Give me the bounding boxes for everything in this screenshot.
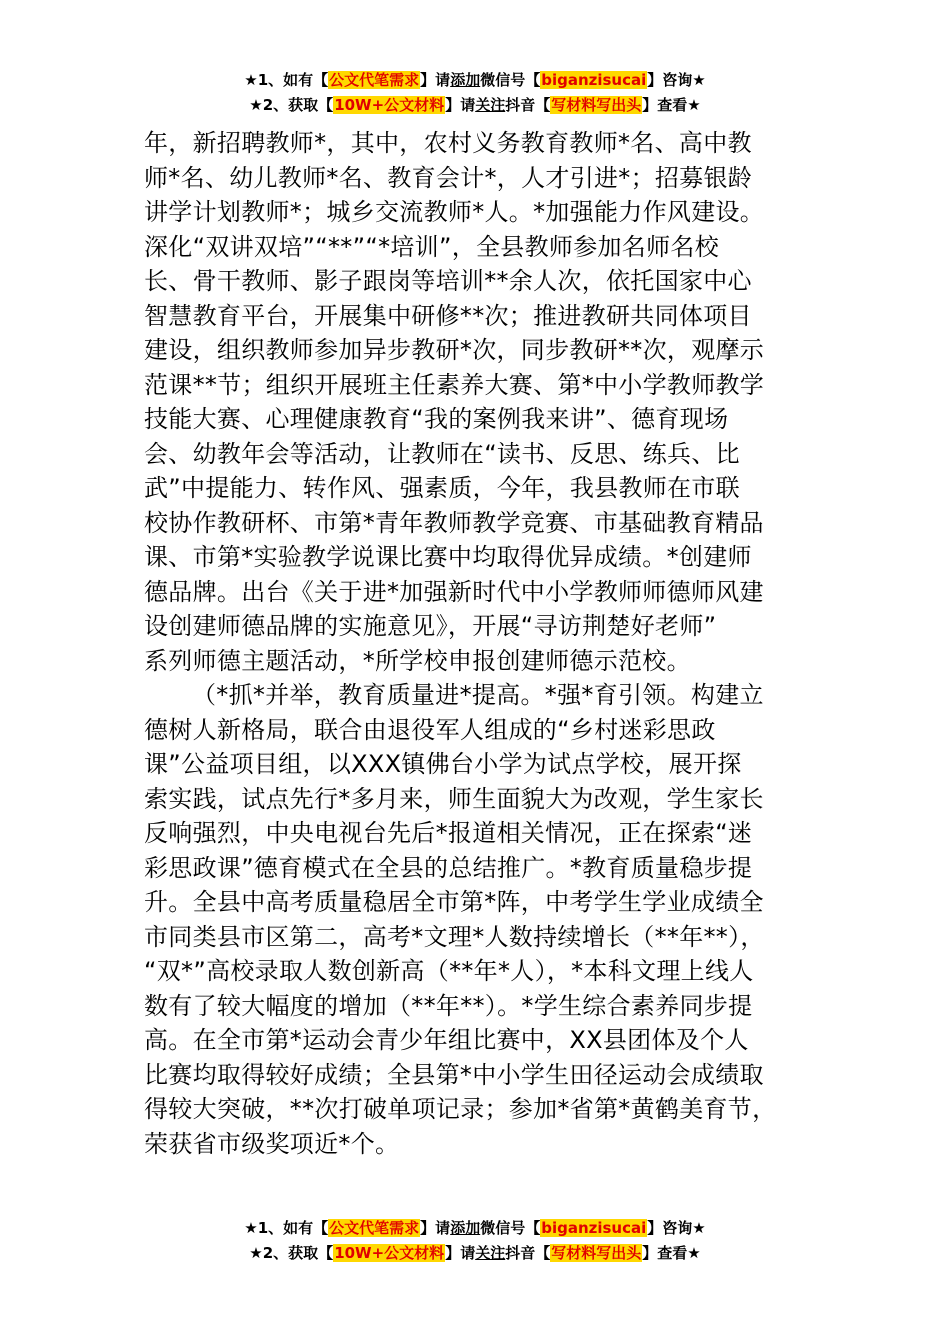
banner-text: ★1、如有【: [244, 1219, 329, 1237]
banner-highlight: 写材料写出头: [551, 96, 642, 114]
banner-text: 】请: [445, 96, 476, 114]
document-body: [144, 126, 834, 1161]
text-line: 会、幼教年会等活动，让教师在“读书、反思、练兵、比: [144, 439, 740, 468]
text-line: 反响强烈，中央电视台先后*报道相关情况，正在探索“迷: [144, 819, 753, 847]
banner-highlight: 公文代笔需求: [329, 71, 420, 89]
text-line: 升。全县中高考质量稳居全市第*阵，中考学生学业成绩全: [144, 888, 764, 916]
text-line: 课”公益项目组，以XXX镇佛台小学为试点学校，展开探: [144, 750, 742, 778]
banner-line-1: [0, 68, 950, 93]
text-line: 德品牌。出台《关于进*加强新时代中小学教师师德师风建: [144, 577, 764, 606]
text-line: 讲学计划教师*；城乡交流教师*人。*加强能力作风建设。: [144, 198, 765, 226]
banner-underlined: 关注: [475, 1244, 506, 1262]
text-line: 校协作教研杯、市第*青年教师教学竞赛、市基础教育精品: [144, 508, 764, 537]
text-line: 技能大赛、心理健康教育“我的案例我来讲”、德育现场: [144, 405, 729, 433]
banner-text: 抖音【: [505, 1244, 551, 1262]
header-banner: [0, 68, 950, 118]
banner-text: 】咨询★: [647, 1219, 706, 1237]
footer-banner: [0, 1216, 950, 1266]
banner-highlight: 10W+公文材料: [334, 1244, 445, 1262]
paragraph-2: [144, 678, 834, 1161]
banner-text: 】查看★: [642, 96, 701, 114]
text-line: 高。在全市第*运动会青少年组比赛中，XX县团体及个人: [144, 1026, 749, 1054]
banner-highlight: 10W+公文材料: [334, 96, 445, 114]
banner-text: 微信号【: [480, 71, 541, 89]
text-line: （*抓*并举，教育质量进*提高。*强*育引领。构建立: [192, 681, 764, 709]
banner-line-2: [0, 1241, 950, 1266]
text-line: 范课**节；组织开展班主任素养大赛、第*中小学教师教学: [144, 370, 765, 399]
banner-text: 抖音【: [505, 96, 551, 114]
banner-highlight: 公文代笔需求: [329, 1219, 420, 1237]
banner-highlight: biganzisucai: [541, 71, 647, 89]
banner-underlined: 添加: [450, 71, 481, 89]
text-line: 得较大突破，**次打破单项记录；参加*省第*黄鹤美育节，: [144, 1095, 777, 1123]
banner-highlight: 写材料写出头: [551, 1244, 642, 1262]
paragraph-1: [144, 126, 834, 678]
text-line: 荣获省市级奖项近*个。: [144, 1129, 400, 1158]
text-line: 索实践，试点先行*多月来，师生面貌大为改观，学生家长: [144, 784, 764, 813]
banner-underlined: 关注: [475, 96, 506, 114]
text-line: 德树人新格局，联合由退役军人组成的“乡村迷彩思政: [144, 715, 716, 744]
text-line: 课、市第*实验教学说课比赛中均取得优异成绩。*创建师: [144, 543, 752, 571]
text-line: “双*”高校录取人数创新高（**年*人），*本科文理上线人: [144, 957, 754, 985]
banner-text: 】查看★: [642, 1244, 701, 1262]
text-line: 比赛均取得较好成绩；全县第*中小学生田径运动会成绩取: [144, 1060, 764, 1089]
banner-text: 】请: [420, 71, 451, 89]
text-line: 系列师德主题活动，*所学校申报创建师德示范校。: [144, 646, 691, 675]
banner-text: 】咨询★: [647, 71, 706, 89]
banner-text: ★2、获取【: [249, 1244, 334, 1262]
banner-line-1: [0, 1216, 950, 1241]
text-line: 建设，组织教师参加异步教研*次，同步教研**次，观摩示: [144, 336, 765, 364]
text-line: 师*名、幼儿教师*名、教育会计*，人才引进*；招募银龄: [144, 163, 753, 192]
text-line: 智慧教育平台，开展集中研修**次；推进教研共同体项目: [144, 301, 752, 330]
banner-text: 】请: [420, 1219, 451, 1237]
text-line: 年，新招聘教师*，其中，农村义务教育教师*名、高中教: [144, 129, 752, 157]
banner-highlight: biganzisucai: [541, 1219, 647, 1237]
text-line: 设创建师德品牌的实施意见》，开展“寻访荆楚好老师”: [144, 612, 717, 640]
text-line: 深化“双讲双培”“**”“*培训”，全县教师参加名师名校: [144, 232, 719, 261]
text-line: 彩思政课”德育模式在全县的总结推广。*教育质量稳步提: [144, 853, 753, 882]
banner-underlined: 添加: [450, 1219, 481, 1237]
banner-text: ★1、如有【: [244, 71, 329, 89]
banner-text: 】请: [445, 1244, 476, 1262]
text-line: 数有了较大幅度的增加（**年**）。*学生综合素养同步提: [144, 991, 753, 1020]
banner-text: 微信号【: [480, 1219, 541, 1237]
text-line: 武”中提能力、转作风、强素质，今年，我县教师在市联: [144, 474, 740, 502]
banner-line-2: [0, 93, 950, 118]
banner-text: ★2、获取【: [249, 96, 334, 114]
text-line: 市同类县市区第二，高考*文理*人数持续增长（**年**），: [144, 922, 765, 951]
text-line: 长、骨干教师、影子跟岗等培训**余人次，依托国家中心: [144, 267, 752, 295]
